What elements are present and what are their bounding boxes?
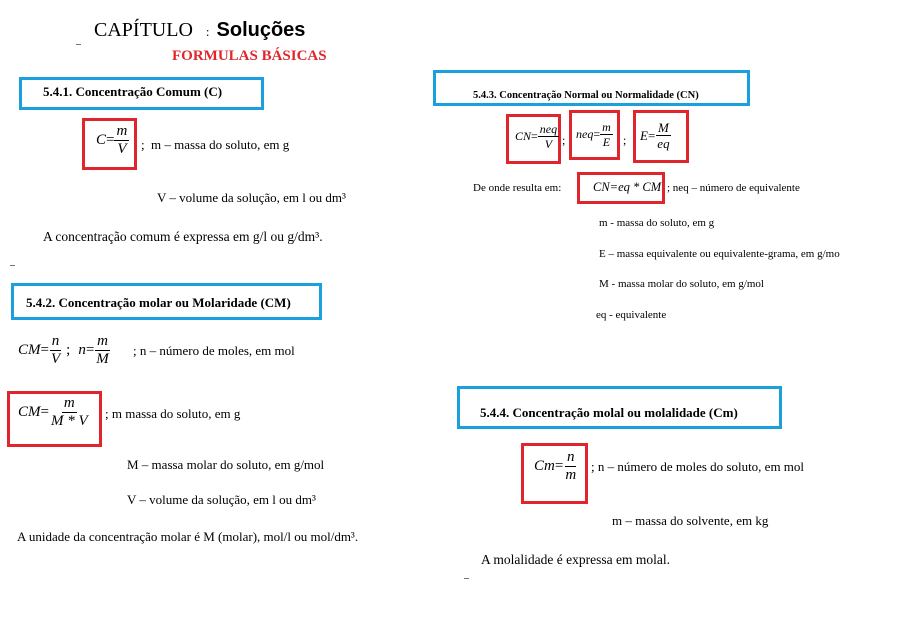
denominator: E xyxy=(602,135,611,149)
desc-M-543: M - massa molar do soluto, em g/mol xyxy=(599,278,764,290)
heading-543: 5.4.3. Concentração Normal ou Normalidade (CN) xyxy=(473,90,699,101)
fraction xyxy=(600,121,613,148)
formula-molar: CM = $\frac{n}{V}$ ; n = $\frac{m}{M}$ xyxy=(18,333,109,367)
formula-lhs: Cm xyxy=(534,458,555,474)
desc-m-543: m - massa do soluto, em g xyxy=(599,217,715,229)
formula-lhs: CN xyxy=(515,129,532,143)
formula-lhs: n xyxy=(78,342,86,358)
numerator: n xyxy=(51,333,60,349)
formula-molal: Cm = $\frac{n}{m}$ xyxy=(534,449,577,483)
denominator: V xyxy=(50,351,61,367)
expressed-541: A concentração comum é expressa em g/l ou g/dm³. xyxy=(43,229,323,244)
formula-E: E = $\frac{M}{eq}$ xyxy=(640,120,670,151)
separator: ; xyxy=(141,137,145,152)
fraction xyxy=(49,334,62,367)
fraction xyxy=(114,124,129,157)
separator: ; xyxy=(623,133,627,147)
desc-v-541: V – volume da solução, em l ou dm³ xyxy=(157,190,346,205)
chapter-name: Soluções xyxy=(216,19,306,41)
formula-lhs: CM xyxy=(18,404,41,420)
formula-molar-full: CM = $\frac{m}{M * V}$ xyxy=(18,395,88,429)
numerator: m xyxy=(97,333,108,349)
desc-m-542: ; m massa do soluto, em g xyxy=(105,406,241,421)
heading-541: 5.4.1. Concentração Comum (C) xyxy=(43,84,223,99)
desc-E-543: E – massa equivalente ou equivalente-grama, em g/mo xyxy=(599,248,840,260)
desc-n-542: ; n – número de moles, em mol xyxy=(133,343,295,358)
subtitle: FORMULAS BÁSICAS xyxy=(172,48,327,64)
desc-M-542: M – massa molar do soluto, em g/mol xyxy=(127,457,325,472)
heading-544: 5.4.4. Concentração molal ou molalidade (Cm) xyxy=(480,405,738,420)
expressed-544: A molalidade é expressa em molal. xyxy=(481,552,670,567)
denominator: m xyxy=(565,467,577,483)
formula-comum: C = $\frac{m}{V}$ xyxy=(96,123,128,157)
desc-m-544: m – massa do solvente, em kg xyxy=(612,513,769,528)
mark xyxy=(464,578,469,579)
heading-542: 5.4.2. Concentração molar ou Molaridade (CM) xyxy=(26,295,291,310)
chapter-colon: : xyxy=(205,24,210,39)
denominator: V xyxy=(544,137,553,151)
denominator: V xyxy=(117,141,127,157)
formula-lhs: neq xyxy=(576,127,594,141)
numerator: neq xyxy=(539,122,558,136)
numerator: n xyxy=(566,449,575,465)
denominator: eq xyxy=(657,136,670,151)
fraction xyxy=(538,123,559,150)
desc-V-542: V – volume da solução, em l ou dm³ xyxy=(127,492,316,507)
fraction xyxy=(563,450,578,483)
fraction xyxy=(49,396,90,429)
result-label: De onde resulta em: xyxy=(473,182,562,194)
fraction xyxy=(655,121,671,150)
numerator: M xyxy=(658,120,669,135)
formula-lhs: CM xyxy=(18,342,41,358)
formula-neq: neq = $\frac{m}{E}$ xyxy=(576,120,611,149)
denominator: M xyxy=(96,351,109,367)
desc-m-541: m – massa do soluto, em g xyxy=(151,137,290,152)
unit-542: A unidade da concentração molar é M (molar), mol/l ou mol/dm³. xyxy=(17,529,359,544)
chapter-title xyxy=(94,19,305,42)
mark xyxy=(76,44,81,45)
fraction xyxy=(94,334,111,367)
numerator: m xyxy=(116,123,128,139)
separator: ; xyxy=(562,133,566,147)
desc-neq-543: ; neq – número de equivalente xyxy=(667,182,800,194)
formula-lhs: C xyxy=(96,132,107,148)
numerator: m xyxy=(602,120,611,134)
formula-normal: CN = $\frac{\text{neq}}{V}$ xyxy=(515,122,558,151)
separator: ; xyxy=(66,342,71,358)
chapter-prefix: CAPÍTULO xyxy=(94,19,193,41)
desc-eq-543: eq - equivalente xyxy=(596,309,667,321)
denominator: M * V xyxy=(50,413,88,429)
mark xyxy=(10,265,15,266)
numerator: m xyxy=(63,395,75,411)
desc-n-544: ; n – número de moles do soluto, em mol xyxy=(591,459,805,474)
result-formula: CN=eq * CM xyxy=(593,180,662,194)
formula-lhs: E xyxy=(640,127,648,143)
